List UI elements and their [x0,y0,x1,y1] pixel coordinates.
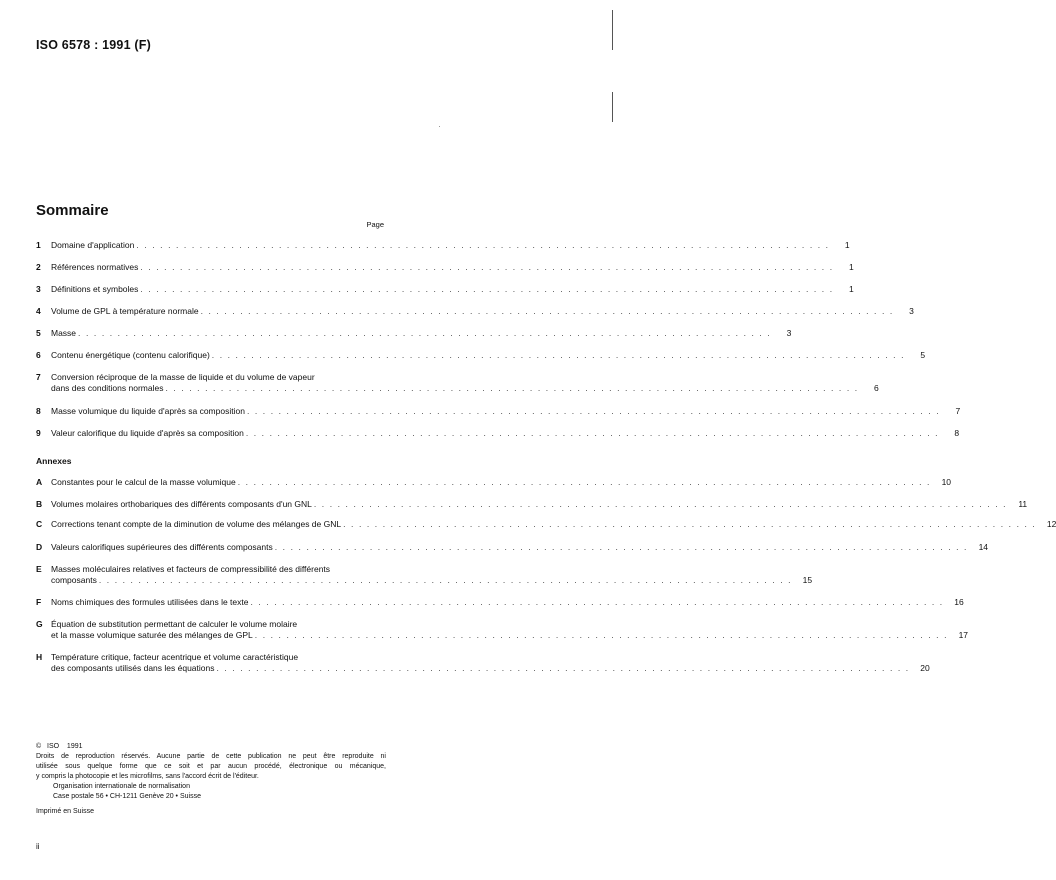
annex-page: 20 [920,663,930,673]
rights-line: utilisée sous quelque forme que ce soit et par aucun procédé, électronique ou mécanique, [36,763,386,770]
copyright-org: ISO [47,743,60,750]
annex-title-line-1: Équation de substitution permettant de calculer le volume molaire [51,619,298,629]
annex-page: 16 [954,597,964,607]
annex-title: Corrections tenant compte de la diminution de volume des mélanges de GNL [51,519,342,529]
annex-title: Noms chimiques des formules utilisées dans le texte [51,597,249,607]
copyright-line [36,742,386,752]
copyright-notice [36,742,386,802]
toc-entry-number: 3 [36,284,41,294]
leader-dots: . . . . . . . . . . . . . . . . . . . . . . . . . . . . . . . . . . . . . . . . . . . . . . . . . . . . . . . . . . . . . . . . . . . . . . . . . . . . . . . . . . . . . . . . [246,406,941,416]
page-folio: ii [36,842,40,851]
annex-letter: C [36,519,43,529]
leader-dots: . . . . . . . . . . . . . . . . . . . . . . . . . . . . . . . . . . . . . . . . . . . . . . . . . . . . . . . . . . . . . . . . . . . . . . . . . . . . . . . . . . . . . . . . [211,350,906,360]
leader-dots: . . . . . . . . . . . . . . . . . . . . . . . . . . . . . . . . . . . . . . . . . . . . . . . . . . . . . . . . . . . . . . . . . . . . . . . . . . . . . . . . . . . . . . . . [245,428,940,438]
annex-letter: H [36,652,43,662]
toc-entry-number: 9 [36,428,41,438]
leader-dots: . . . . . . . . . . . . . . . . . . . . . . . . . . . . . . . . . . . . . . . . . . . . . . . . . . . . . . . . . . . . . . . . . . . . . . . . . . . . . . . . . . . . . . . . [313,499,1008,509]
toc-entry-page: 8 [954,428,960,438]
toc-entry-number: 7 [36,372,41,382]
rights-line: y compris la photocopie et les microfilms, sans l'accord écrit de l'éditeur. [36,773,259,780]
toc-entry-page: 1 [848,284,854,294]
toc-title: Sommaire [36,202,109,219]
annex-letter: G [36,619,43,629]
toc-entry-title: Références normatives [51,262,139,272]
annex-title-line-2: et la masse volumique saturée des mélanges de GPL [51,630,253,640]
leader-dots: . . . . . . . . . . . . . . . . . . . . . . . . . . . . . . . . . . . . . . . . . . . . . . . . . . . . . . . . . . . . . . . . . . . . . . . . . . . . . . . . . . . . . . . . [98,575,793,585]
leader-dots: . . . . . . . . . . . . . . . . . . . . . . . . . . . . . . . . . . . . . . . . . . . . . . . . . . . . . . . . . . . . . . . . . . . . . . . . . . . . . . . . . . . . . . . . [254,630,949,640]
annex-title-line-1: Masses moléculaires relatives et facteurs de compressibilité des différents [51,564,331,574]
standard-identifier: ISO 6578 : 1991 (F) [36,38,151,52]
annex-page: 17 [958,630,969,640]
printed-in: Imprimé en Suisse [36,808,94,815]
toc-entry-title: Valeur calorifique du liquide d'après sa composition [51,428,244,438]
annex-letter: A [36,477,43,487]
annex-title-line-2: composants [51,575,97,585]
toc-entry-number: 2 [36,262,41,272]
leader-dots: . . . . . . . . . . . . . . . . . . . . . . . . . . . . . . . . . . . . . . . . . . . . . . . . . . . . . . . . . . . . . . . . . . . . . . . . . . . . . . . . . . . . . . . . [140,284,834,294]
toc-entry-number: 5 [36,328,41,338]
leader-dots: . . . . . . . . . . . . . . . . . . . . . . . . . . . . . . . . . . . . . . . . . . . . . . . . . . . . . . . . . . . . . . . . . . . . . . . . . . . . . . . . . . . . . . . . [237,477,932,487]
copyright-symbol: © [36,743,42,750]
annex-title: Valeurs calorifiques supérieures des différents composants [51,542,273,552]
annex-page: 12 [1046,519,1056,529]
toc-entry-page: 1 [848,262,854,272]
toc-entry-number: 8 [36,406,41,416]
toc-entry-page: 5 [920,350,926,360]
annex-title-line-2: des composants utilisés dans les équations [51,663,215,673]
leader-dots: . . . . . . . . . . . . . . . . . . . . . . . . . . . . . . . . . . . . . . . . . . . . . . . . . . . . . . . . . . . . . . . . . . . . . . . . . . . . . . . . . . . . . . . . [250,597,944,607]
leader-dots: . . . . . . . . . . . . . . . . . . . . . . . . . . . . . . . . . . . . . . . . . . . . . . . . . . . . . . . . . . . . . . . . . . . . . . . . . . . . . . . . . . . . . . . . [165,383,859,393]
toc-entry-page: 3 [786,328,792,338]
leader-dots: . . . . . . . . . . . . . . . . . . . . . . . . . . . . . . . . . . . . . . . . . . . . . . . . . . . . . . . . . . . . . . . . . . . . . . . . . . . . . . . . . . . . . . . . [200,306,894,316]
annex-page: 11 [1018,499,1028,509]
page-column-label: Page [366,220,384,229]
margin-rule-middle [612,92,613,122]
leader-dots: . . . . . . . . . . . . . . . . . . . . . . . . . . . . . . . . . . . . . . . . . . . . . . . . . . . . . . . . . . . . . . . . . . . . . . . . . . . . . . . . . . . . . . . . [136,240,830,250]
annexes-heading: Annexes [36,456,72,466]
toc-entry-title: Masse volumique du liquide d'après sa composition [51,406,245,416]
toc-entry-title: Masse [51,328,77,338]
leader-dots: . . . . . . . . . . . . . . . . . . . . . . . . . . . . . . . . . . . . . . . . . . . . . . . . . . . . . . . . . . . . . . . . . . . . . . . . . . . . . . . . . . . . . . . . [78,328,772,338]
organization-address: Case postale 56 • CH-1211 Genève 20 • Suisse [53,793,201,800]
margin-rule-top [612,10,613,50]
toc-entry-page: 6 [874,383,879,393]
toc-entry-page: 3 [909,306,914,316]
annex-title: Constantes pour le calcul de la masse volumique [51,477,236,487]
toc-entry-number: 4 [36,306,41,316]
leader-dots: . . . . . . . . . . . . . . . . . . . . . . . . . . . . . . . . . . . . . . . . . . . . . . . . . . . . . . . . . . . . . . . . . . . . . . . . . . . . . . . . . . . . . . . . [140,262,834,272]
annex-page: 14 [978,542,989,552]
annex-page: 10 [941,477,952,487]
annex-letter: B [36,499,43,509]
scan-speck [439,126,440,127]
annex-letter: E [36,564,42,574]
annex-page: 15 [802,575,813,585]
toc-entry-page: 1 [844,240,850,250]
toc-entry-number: 1 [36,240,41,250]
annex-letter: F [36,597,42,607]
toc-entry-title-line-2: dans des conditions normales [51,383,164,393]
copyright-year: 1991 [66,743,83,750]
toc-entry-title: Volume de GPL à température normale [51,306,199,316]
leader-dots: . . . . . . . . . . . . . . . . . . . . . . . . . . . . . . . . . . . . . . . . . . . . . . . . . . . . . . . . . . . . . . . . . . . . . . . . . . . . . . . . . . . . . . . . [274,542,969,552]
leader-dots: . . . . . . . . . . . . . . . . . . . . . . . . . . . . . . . . . . . . . . . . . . . . . . . . . . . . . . . . . . . . . . . . . . . . . . . . . . . . . . . . . . . . . . . . [343,519,1037,529]
annex-letter: D [36,542,43,552]
toc-entry-number: 6 [36,350,41,360]
rights-line: Droits de reproduction réservés. Aucune partie de cette publication ne peut être reproduite ni [36,753,386,760]
toc-entry-page: 7 [955,406,961,416]
toc-entry-title: Contenu énergétique (contenu calorifique) [51,350,210,360]
toc-entry-title: Domaine d'application [51,240,135,250]
annex-title: Volumes molaires orthobariques des différents composants d'un GNL [51,499,312,509]
annex-title-line-1: Température critique, facteur acentrique et volume caractéristique [51,652,299,662]
toc-entry-title-line-1: Conversion réciproque de la masse de liquide et du volume de vapeur [51,372,315,382]
organization-name: Organisation internationale de normalisation [53,783,190,790]
toc-entry-title: Définitions et symboles [51,284,139,294]
leader-dots: . . . . . . . . . . . . . . . . . . . . . . . . . . . . . . . . . . . . . . . . . . . . . . . . . . . . . . . . . . . . . . . . . . . . . . . . . . . . . . . . . . . . . . . . [216,663,910,673]
